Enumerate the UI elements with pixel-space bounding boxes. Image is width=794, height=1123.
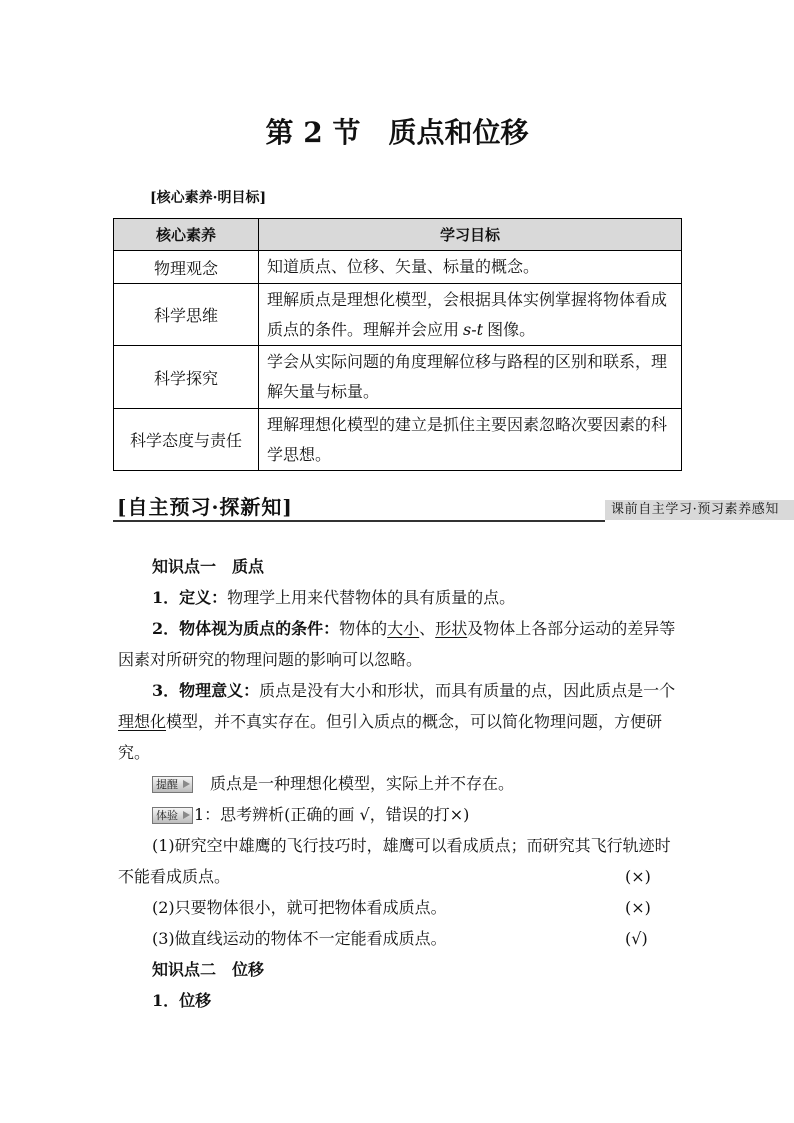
table-row xyxy=(114,346,682,409)
definition-label: 1．定义： xyxy=(152,588,228,607)
practice-item xyxy=(118,923,678,954)
answer-mark: (×) xyxy=(625,867,651,886)
answer-mark: (×) xyxy=(625,898,651,917)
meaning-text: 质点是没有大小和形状，而具有质量的点，因此质点是一个 xyxy=(259,681,676,700)
page-title: 第 2 节 质点和位移 xyxy=(265,116,529,149)
table-row xyxy=(114,409,682,471)
goal-text: 质点的条件。理解并会应用 xyxy=(267,319,460,339)
answer-mark: (√) xyxy=(625,929,648,948)
condition-line xyxy=(118,613,678,644)
literacy-cell: 科学探究 xyxy=(114,346,259,409)
practice-item-continued xyxy=(118,861,678,892)
practice-text: (2)只要物体很小，就可把物体看成质点。 xyxy=(152,898,447,917)
goal-line: 学会从实际问题的角度理解位移与路程的区别和联系，理 xyxy=(267,352,668,371)
meaning-continued: 究。 xyxy=(118,743,151,762)
goal-text: 图像。 xyxy=(487,319,536,339)
definition-line xyxy=(118,582,678,613)
goal-line xyxy=(267,315,681,345)
tip-text: 质点是一种理想化模型，实际上并不存在。 xyxy=(210,774,515,793)
tip-badge: 提醒 xyxy=(152,776,193,793)
goal-cell xyxy=(259,346,682,409)
meaning-continued xyxy=(118,706,678,737)
literacy-cell: 物理观念 xyxy=(114,251,259,284)
practice-item xyxy=(118,892,678,923)
underlined-term: 形状 xyxy=(435,619,468,638)
goal-line: 理解理想化模型的建立是抓住主要因素忽略次要因素的科 xyxy=(267,414,668,434)
meaning-line xyxy=(118,675,678,706)
goal-cell xyxy=(259,409,682,471)
goal-line: 解矢量与标量。 xyxy=(267,382,380,401)
table-header-row xyxy=(114,219,682,251)
practice-line xyxy=(118,799,678,830)
meaning-text: 模型，并不真实存在。但引入质点的概念，可以简化物理问题，方便研 xyxy=(166,712,663,731)
goal-line: 学思想。 xyxy=(267,444,332,464)
condition-text: 、 xyxy=(419,619,436,638)
goal-cell xyxy=(259,284,682,346)
subsection-heading: 1．位移 xyxy=(152,991,212,1010)
objectives-table xyxy=(113,218,682,471)
goal-cell xyxy=(259,251,682,284)
section-divider xyxy=(113,520,605,522)
table-row xyxy=(114,251,682,284)
section-title: [自主预习·探新知] xyxy=(117,495,293,519)
underlined-term: 理想化 xyxy=(118,712,167,731)
st-graph-symbol: s-t xyxy=(463,319,484,339)
section-tag: 课前自主学习·预习素养感知 xyxy=(605,500,794,520)
practice-item: (1)研究空中雄鹰的飞行技巧时，雄鹰可以看成质点；而研究其飞行轨迹时 xyxy=(152,836,671,855)
header-goal: 学习目标 xyxy=(259,219,682,251)
tip-line xyxy=(118,768,678,799)
definition-text: 物理学上用来代替物体的具有质量的点。 xyxy=(227,588,516,607)
table-row xyxy=(114,284,682,346)
content-body xyxy=(118,551,678,1016)
condition-text: 及物体上各部分运动的差异等 xyxy=(467,619,676,638)
objectives-heading: [核心素养·明目标] xyxy=(150,190,267,206)
condition-label: 2．物体视为质点的条件： xyxy=(152,619,340,638)
condition-text: 物体的 xyxy=(339,619,388,638)
condition-continued: 因素对所研究的物理问题的影响可以忽略。 xyxy=(118,650,423,669)
meaning-label: 3．物理意义： xyxy=(152,681,260,700)
header-literacy: 核心素养 xyxy=(114,219,259,251)
knowledge-point-heading: 知识点一 质点 xyxy=(152,557,265,576)
goal-line: 知道质点、位移、矢量、标量的概念。 xyxy=(267,257,540,276)
practice-text: 不能看成质点。 xyxy=(118,867,231,886)
literacy-cell: 科学思维 xyxy=(114,284,259,346)
practice-intro: 1：思考辨析(正确的画 √，错误的打×) xyxy=(194,805,470,824)
practice-badge: 体验 xyxy=(152,807,193,824)
underlined-term: 大小 xyxy=(387,619,420,638)
goal-line: 理解质点是理想化模型，会根据具体实例掌握将物体看成 xyxy=(267,289,668,309)
literacy-cell: 科学态度与责任 xyxy=(114,409,259,471)
practice-text: (3)做直线运动的物体不一定能看成质点。 xyxy=(152,929,447,948)
knowledge-point-heading: 知识点二 位移 xyxy=(152,960,265,979)
